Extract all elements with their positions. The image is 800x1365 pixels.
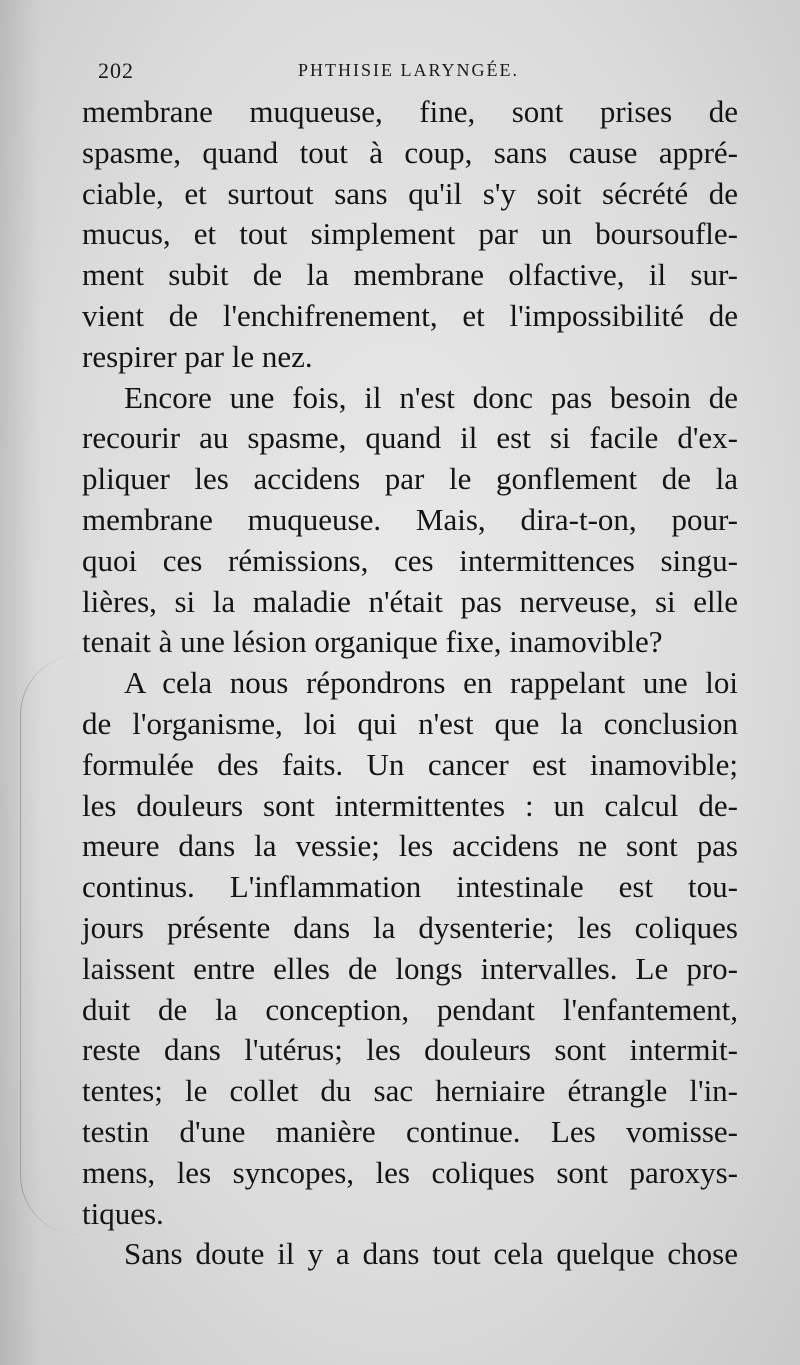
text-line: tentes; le collet du sac herniaire étrangle l'in- (82, 1073, 738, 1109)
text-line: ment subit de la membrane olfactive, il sur- (82, 257, 738, 293)
text-line: respirer par le nez. (82, 338, 313, 374)
text-line: spasme, quand tout à coup, sans cause appré- (82, 134, 738, 170)
text-line: jours présente dans la dysenterie; les coliques (82, 909, 738, 945)
text-line: reste dans l'utérus; les douleurs sont intermit- (82, 1032, 738, 1068)
text-line: meure dans la vessie; les accidens ne sont pas (82, 828, 738, 864)
text-line: ciable, et surtout sans qu'il s'y soit sécrété de (82, 175, 738, 211)
body-text (82, 92, 738, 1275)
text-line: lières, si la maladie n'était pas nerveuse, si elle (82, 583, 738, 619)
text-line: membrane muqueuse, fine, sont prises de (82, 94, 738, 129)
text-line: tenait à une lésion organique fixe, inamovible? (82, 624, 663, 660)
text-line: tiques. (82, 1195, 164, 1231)
text-line: A cela nous répondrons en rappelant une loi (124, 665, 738, 701)
text-line: recourir au spasme, quand il est si facile d'ex- (82, 420, 738, 456)
page-number: 202 (98, 58, 134, 83)
text-line: de l'organisme, loi qui n'est que la conclusion (82, 705, 738, 741)
running-title: PHTHISIE LARYNGÉE. (298, 60, 519, 80)
text-line: mucus, et tout simplement par un boursoufle- (82, 216, 738, 252)
text-line: les douleurs sont intermittentes : un calcul de- (82, 787, 738, 823)
text-line: Sans doute il y a dans tout cela quelque chose (124, 1236, 738, 1272)
text-line: Encore une fois, il n'est donc pas besoin de (124, 379, 738, 415)
text-line: formulée des faits. Un cancer est inamovible; (82, 746, 738, 782)
text-line: duit de la conception, pendant l'enfantement, (82, 991, 738, 1027)
text-line: continus. L'inflammation intestinale est tou- (82, 869, 738, 905)
text-line: membrane muqueuse. Mais, dira-t-on, pour- (82, 501, 738, 537)
text-line: quoi ces rémissions, ces intermittences singu- (82, 542, 738, 578)
text-line: testin d'une manière continue. Les vomisse- (82, 1113, 738, 1149)
text-line: vient de l'enchifrenement, et l'impossibilité de (82, 297, 738, 333)
running-head (98, 58, 734, 88)
text-line: mens, les syncopes, les coliques sont paroxys- (82, 1154, 738, 1190)
text-line: pliquer les accidens par le gonflement de la (82, 461, 738, 497)
text-line: laissent entre elles de longs intervalles. Le pro- (82, 950, 738, 986)
